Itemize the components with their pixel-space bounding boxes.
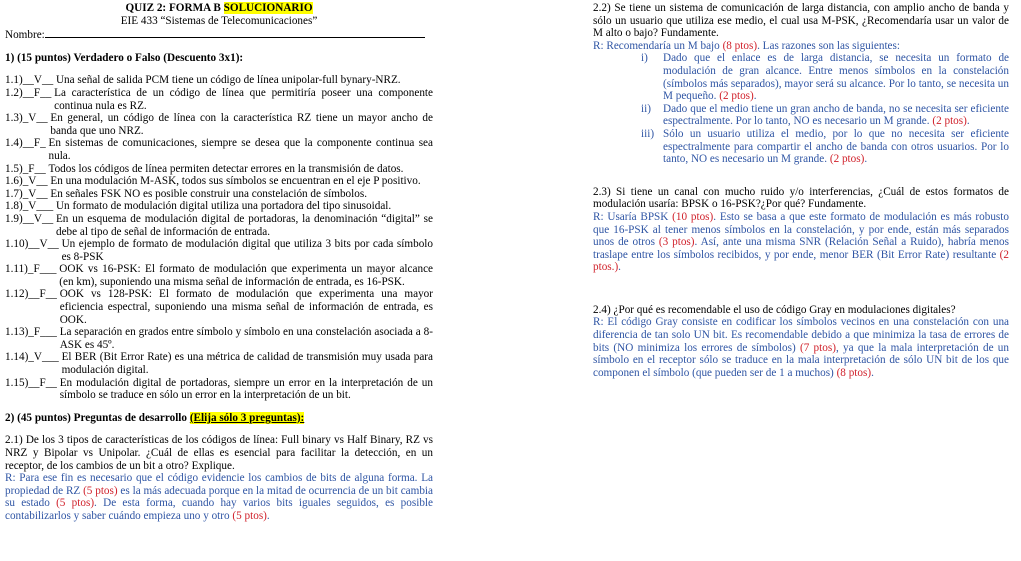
tf-item [5,175,433,188]
tf-item [5,377,433,402]
nombre-row [5,27,433,42]
section2-title [5,412,433,425]
tf-item-answer: 1.1)__V__ [5,74,56,87]
tf-item [5,213,433,238]
reason-text: Dado que el enlace es de larga distancia, se necesita un formato de modulación de gran alcance. Entre menos símbolos en la constelación (símbolos más separados), mayor será su alcance. Por lo tanto, se necesita un M pequeño. (2 ptos). [663,52,1009,103]
question-2-3: 2.3) Si tiene un canal con mucho ruido y/o interferencias, ¿Cuál de estos formatos de modulación usaría: BPSK o 16-PSK?¿Por qué? Fundamente. [593,185,1009,211]
reason-text: Sólo un usuario utiliza el medio, por lo que no necesita ser eficiente espectralmente para compartir el ancho de banda con otros usuarios. Por lo tanto, NO es necesario un M grande. (2 ptos). [663,127,1009,166]
course-name: EIE 433 “Sistemas de Telecomunicaciones” [120,14,318,27]
answer-2-1: R: Para ese fin es necesario que el código evidencie los cambios de bits de alguna forma. La propiedad de RZ (5 ptos) es la más adecuada porque en la mitad de ocurrencia de un bit cambia su estado (5 ptos). De esta forma, cuando hay varios bits iguales seguidos, es posible contabilizarlos y saber cuándo empieza uno y otro (5 ptos). [5,472,433,522]
tf-item-answer: 1.4)__F_ [5,137,49,150]
tf-item-answer: 1.14)_V___ [5,351,62,364]
points-badge: (7 ptos) [799,341,836,354]
true-false-list [5,74,433,401]
points-badge: (8 ptos) [836,366,872,379]
points-badge: (5 ptos) [56,497,95,510]
tf-item [5,163,433,176]
tf-item [5,188,433,201]
quiz-title [5,2,433,15]
points-badge: (3 ptos) [658,236,695,249]
tf-item-answer: 1.10)__V__ [5,238,62,251]
tf-item-answer: 1.5)_F__ [5,162,49,175]
reason-item [593,103,1009,128]
tf-item-answer: 1.8)_V___ [5,200,56,213]
answer-2-2-reasons [593,52,1009,165]
points-badge: (10 ptos) [672,210,714,223]
tf-item-statement: Un ejemplo de formato de modulación digital que utiliza 3 bits por cada símbolo es 8-PSK [61,238,433,263]
section1-title: 1) (15 puntos) Verdadero o Falso (Descuento 3x1): [5,51,244,64]
points-badge: (2 ptos) [932,115,967,128]
tf-item-statement: OOK vs 128-PSK: El formato de modulación que experimenta una mayor eficiencia espectral, suponiendo una misma señal de información de entrada, es OOK. [59,288,433,326]
solucionario-label: SOLUCIONARIO [223,2,313,14]
reason-text: Dado que el medio tiene un gran ancho de banda, no se necesita ser eficiente espectralmente. Por lo tanto, NO es necesario un M grande. (2 ptos). [663,102,1009,128]
points-badge: (2 ptos) [829,153,865,166]
tf-item-statement: En sistemas de comunicaciones, siempre se desea que la componente continua sea nula. [48,137,433,162]
tf-item-statement: En un esquema de modulación digital de portadoras, la denominación “digital” se debe al tipo de señal de información de entrada. [55,212,433,238]
tf-item-statement: Una señal de salida PCM tiene un código de línea unipolar-full bynary-NRZ. [55,74,401,87]
tf-item [5,288,433,326]
tf-item [5,200,433,213]
tf-item [5,326,433,351]
question-2-2: 2.2) Se tiene un sistema de comunicación de larga distancia, con amplio ancho de banda y sólo un usuario que utiliza ese medio, el cual usa M-PSK, ¿Recomendaría usar un valor de M alto o bajo? Fundamente. [593,2,1009,40]
points-badge: (2 ptos) [719,90,754,103]
tf-item-statement: Todos los códigos de línea permiten detectar errores en la transmisión de datos. [48,162,404,175]
tf-item-statement: El BER (Bit Error Rate) es una métrica de calidad de transmisión muy usada para modulación digital. [61,351,433,377]
answer-2-4: R: El código Gray consiste en codificar los símbolos vecinos en una constelación con una diferencia de tan solo UN bit. Es recomendable debido a que minimiza la tasa de errores de bits (NO minimiza los errores de símbolos) (7 ptos), ya que la mala interpretación de un símbolo en el receptor sólo se traduce en la mala interpretación de sólo UN bit de los que componen el símbolo (que pueden ser de 1 a muchos) (8 ptos). [593,316,1009,379]
tf-item [5,87,433,112]
tf-item [5,112,433,137]
tf-item-statement: En señales FSK NO es posible construir una constelación de símbolos. [50,187,367,200]
tf-item [5,137,433,162]
nombre-field[interactable] [45,27,425,38]
question-2-1: 2.1) De los 3 tipos de características de los códigos de línea: Full binary vs Half Binary, RZ vs NRZ y Bipolar vs Unipolar. ¿Cuál de ellas es esencial para facilitar la detección, en un receptor, de los cambios de un bit a otro? Explique. [5,434,433,472]
reason-item [593,128,1009,166]
points-badge: (2 ptos.) [593,248,1009,274]
tf-item-answer: 1.6)_V__ [5,175,51,188]
tf-item-answer: 1.2)__F__ [5,86,55,99]
reason-number: iii) [641,127,655,140]
points-badge: (8 ptos) [722,39,758,52]
points-badge: (5 ptos) [83,484,118,497]
right-column [593,2,1009,379]
tf-item-statement: La separación en grados entre símbolo y símbolo en una constelación asociada a 8-ASK es 45º. [59,326,433,351]
tf-item-statement: Un formato de modulación digital utiliza una portadora del tipo sinusoidal. [55,200,392,213]
nombre-label: Nombre: [5,29,45,42]
tf-item-answer: 1.12)__F__ [5,288,60,301]
tf-item-answer: 1.3)_V__ [5,112,51,125]
tf-item-statement: OOK vs 16-PSK: El formato de modulación que experimenta un mayor alcance (en km), suponiendo una misma señal de información de entrada, es 16-PSK. [59,263,433,288]
answer-2-2-intro: R: Recomendaría un M bajo (8 ptos). Las razones son las siguientes: [593,39,900,52]
tf-item [5,74,433,87]
tf-item-statement: En general, un código de línea con la característica RZ tiene un mayor ancho de banda que uno NRZ. [50,112,433,137]
tf-item-statement: La característica de un código de línea que permitiría poseer una componente continua nula es RZ. [54,86,433,112]
tf-item-answer: 1.11)_F___ [5,263,60,276]
reason-number: i) [641,52,648,65]
tf-item [5,238,433,263]
tf-item-answer: 1.9)__V__ [5,212,56,225]
tf-item [5,351,433,376]
tf-item-statement: En modulación digital de portadoras, siempre un error en la interpretación de un símbolo se traduce en sólo un error en la interpretación de un bit. [59,376,433,402]
tf-item-answer: 1.7)_V__ [5,187,51,200]
points-badge: (5 ptos) [232,509,267,522]
reason-number: ii) [641,102,651,115]
tf-item [5,263,433,288]
section2-instruction: (Elija sólo 3 preguntas): [189,411,305,424]
tf-item-statement: En una modulación M-ASK, todos sus símbolos se encuentran en el eje P positivo. [50,175,421,188]
section2-title-text: 2) (45 puntos) Preguntas de desarrollo [5,411,188,424]
left-column [5,2,433,523]
tf-item-answer: 1.15)__F__ [5,376,60,389]
question-2-4: 2.4) ¿Por qué es recomendable el uso de código Gray en modulaciones digitales? [593,303,956,316]
quiz-title-text: QUIZ 2: FORMA B [125,2,221,14]
answer-2-3: R: Usaría BPSK (10 ptos). Esto se basa a que este formato de modulación es más robusto que 16-PSK al tener menos símbolos en la constelación, y por ende, están más separados unos de otros (3 ptos). Así, ante una misma SNR (Relación Señal a Ruido), habría menos traslape entre los símbolos recibidos, y por ende, menor BER (Bit Error Rate) resultante (2 ptos.). [593,210,1010,274]
reason-item [593,52,1009,102]
tf-item-answer: 1.13)_F___ [5,326,60,339]
